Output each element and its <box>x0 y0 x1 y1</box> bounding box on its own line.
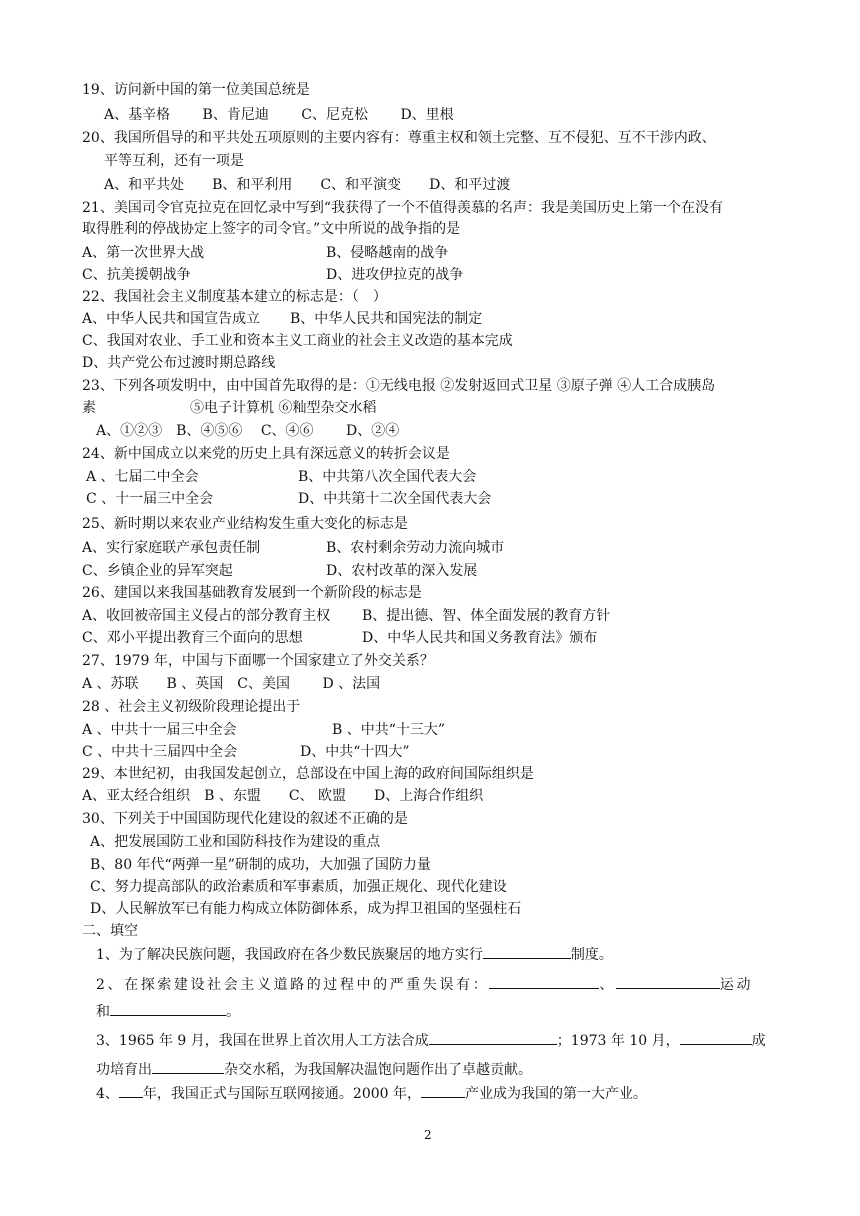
question-28-option-a: A 、中共十一届三中全会 <box>82 722 237 738</box>
question-20-stem-line2: 平等互利，还有一项是 <box>104 153 244 169</box>
fill-3-blank-1[interactable] <box>429 1030 557 1045</box>
question-21-stem-line1: 21、美国司令官克拉克在回忆录中写到“我获得了一个不值得羡慕的名声：我是美国历史上第一个在没有 <box>82 200 723 216</box>
fill-question-4 <box>96 1083 647 1104</box>
question-28-option-c: C 、中共十三届四中全会 <box>82 744 238 760</box>
question-30-option-d: D、人民解放军已有能力构成立体防御体系，成为捍卫祖国的坚强柱石 <box>90 901 522 917</box>
question-20-options: A、和平共处 B、和平利用 C、和平演变 D、和平过渡 <box>104 177 511 193</box>
question-29-stem: 29、本世纪初，由我国发起创立，总部设在中国上海的政府间国际组织是 <box>82 766 534 782</box>
fill-question-2-line2 <box>96 1001 240 1022</box>
fill-3-text-c: 成 <box>751 1033 766 1049</box>
fill-4-text-a: 4、 <box>96 1086 119 1102</box>
fill-1-text-b: 制度。 <box>570 947 613 963</box>
question-25-option-c: C、乡镇企业的异军突起 <box>82 563 233 579</box>
question-25-option-d: D、农村改革的深入发展 <box>326 563 478 579</box>
fill-1-blank[interactable] <box>483 944 571 959</box>
question-30-option-c: C、努力提高部队的政治素质和军事素质，加强正规化、现代化建设 <box>90 879 507 895</box>
page-number: 2 <box>424 1128 432 1142</box>
question-23-options: A、①②③ B、④⑤⑥ C、④⑥ D、②④ <box>96 423 400 439</box>
question-30-stem: 30、下列关于中国国防现代化建设的叙述不正确的是 <box>82 811 408 827</box>
question-21-option-a: A、第一次世界大战 <box>82 245 205 261</box>
question-19-options: A、基辛格 B、肯尼迪 C、尼克松 D、里根 <box>104 107 454 123</box>
question-23-stem-line2b: ⑤电子计算机 ⑥籼型杂交水稻 <box>190 400 377 416</box>
question-25-option-a: A、实行家庭联产承包责任制 <box>82 540 261 556</box>
question-22-option-c: C、我国对农业、手工业和资本主义工商业的社会主义改造的基本完成 <box>82 333 513 349</box>
question-30-option-a: A、把发展国防工业和国防科技作为建设的重点 <box>90 834 381 850</box>
fill-2-blank-3[interactable] <box>110 1001 226 1016</box>
question-26-option-a: A、收回被帝国主义侵占的部分教育主权 <box>82 608 331 624</box>
fill-4-blank-1[interactable] <box>119 1083 143 1098</box>
fill-2-blank-1[interactable] <box>489 974 599 989</box>
question-26-option-d: D、中华人民共和国义务教育法》颁布 <box>362 630 598 646</box>
question-24-option-d: D、中共第十二次全国代表大会 <box>298 491 492 507</box>
question-23-stem-line1: 23、下列各项发明中，由中国首先取得的是：①无线电报 ②发射返回式卫星 ③原子弹 ④人工合成胰岛 <box>82 378 716 394</box>
question-26-stem: 26、建国以来我国基础教育发展到一个新阶段的标志是 <box>82 585 422 601</box>
fill-2-text-a: 2、在探索建设社会主义道路的过程中的严重失误有： <box>96 977 490 993</box>
fill-4-text-c: 产业成为我国的第一大产业。 <box>465 1086 647 1102</box>
fill-4-text-b: 年，我国正式与国际互联网接通。2000 年， <box>142 1086 421 1102</box>
fill-3-text-a: 3、1965 年 9 月，我国在世界上首次用人工方法合成 <box>96 1033 429 1049</box>
fill-1-text-a: 1、为了解决民族问题，我国政府在各少数民族聚居的地方实行 <box>96 947 483 963</box>
question-23-stem-line2a: 素 <box>82 400 96 416</box>
fill-3-blank-2[interactable] <box>680 1030 752 1045</box>
question-21-stem-line2: 取得胜利的停战协定上签字的司令官。”文中所说的战争指的是 <box>82 221 461 237</box>
question-25-option-b: B、农村剩余劳动力流向城市 <box>326 540 505 556</box>
question-27-stem: 27、1979 年，中国与下面哪一个国家建立了外交关系？ <box>82 653 434 669</box>
question-19-stem: 19、访问新中国的第一位美国总统是 <box>82 82 310 98</box>
question-28-stem: 28 、社会主义初级阶段理论提出于 <box>82 699 301 715</box>
question-22-stem: 22、我国社会主义制度基本建立的标志是：（ ） <box>82 289 387 305</box>
question-21-option-b: B、侵略越南的战争 <box>326 245 449 261</box>
fill-question-1 <box>96 944 613 965</box>
fill-2-text-d: 。 <box>226 1004 240 1020</box>
question-20-stem-line1: 20、我国所倡导的和平共处五项原则的主要内容有：尊重主权和领土完整、互不侵犯、互不干涉内政、 <box>82 130 716 146</box>
fill-3-text-e: 杂交水稻，为我国解决温饱问题作出了卓越贡献。 <box>224 1062 532 1078</box>
question-24-option-b: B、中共第八次全国代表大会 <box>298 469 477 485</box>
question-25-stem: 25、新时期以来农业产业结构发生重大变化的标志是 <box>82 516 408 532</box>
question-21-option-d: D、进攻伊拉克的战争 <box>326 267 464 283</box>
section-heading-fill-in: 二、填空 <box>82 923 138 939</box>
fill-question-3-line1 <box>96 1030 766 1051</box>
question-27-options: A 、苏联 B 、英国 C、美国 D 、法国 <box>82 676 381 692</box>
question-26-option-c: C、邓小平提出教育三个面向的思想 <box>82 630 303 646</box>
fill-3-blank-3[interactable] <box>152 1059 224 1074</box>
fill-2-text-c: 和 <box>96 1004 110 1020</box>
question-30-option-b: B、80 年代“两弹一星”研制的成功，大加强了国防力量 <box>90 857 431 873</box>
fill-question-3-line2 <box>96 1059 532 1080</box>
question-22-option-d: D、共产党公布过渡时期总路线 <box>82 355 276 371</box>
question-28-option-d: D、中共“十四大” <box>300 744 410 760</box>
question-24-option-c: C 、十一届三中全会 <box>86 491 214 507</box>
question-29-options: A、亚太经合组织 B 、东盟 C、 欧盟 D、上海合作组织 <box>82 788 484 804</box>
fill-2-text-b: 运动 <box>719 977 754 993</box>
question-24-option-a: A 、七届二中全会 <box>86 469 199 485</box>
question-21-option-c: C、抗美援朝战争 <box>82 267 191 283</box>
fill-3-text-d: 功培育出 <box>96 1062 152 1078</box>
fill-4-blank-2[interactable] <box>421 1083 465 1098</box>
fill-3-text-b: ；1973 年 10 月， <box>556 1033 680 1049</box>
fill-2-sep: 、 <box>599 977 616 993</box>
question-28-option-b: B 、中共“十三大” <box>332 722 446 738</box>
question-22-option-b: B、中华人民共和国宪法的制定 <box>290 311 483 327</box>
question-26-option-b: B、提出德、智、体全面发展的教育方针 <box>362 608 611 624</box>
fill-question-2-line1 <box>96 974 753 995</box>
fill-2-blank-2[interactable] <box>616 974 720 989</box>
question-24-stem: 24、新中国成立以来党的历史上具有深远意义的转折会议是 <box>82 446 450 462</box>
question-22-option-a: A、中华人民共和国宣告成立 <box>82 311 261 327</box>
